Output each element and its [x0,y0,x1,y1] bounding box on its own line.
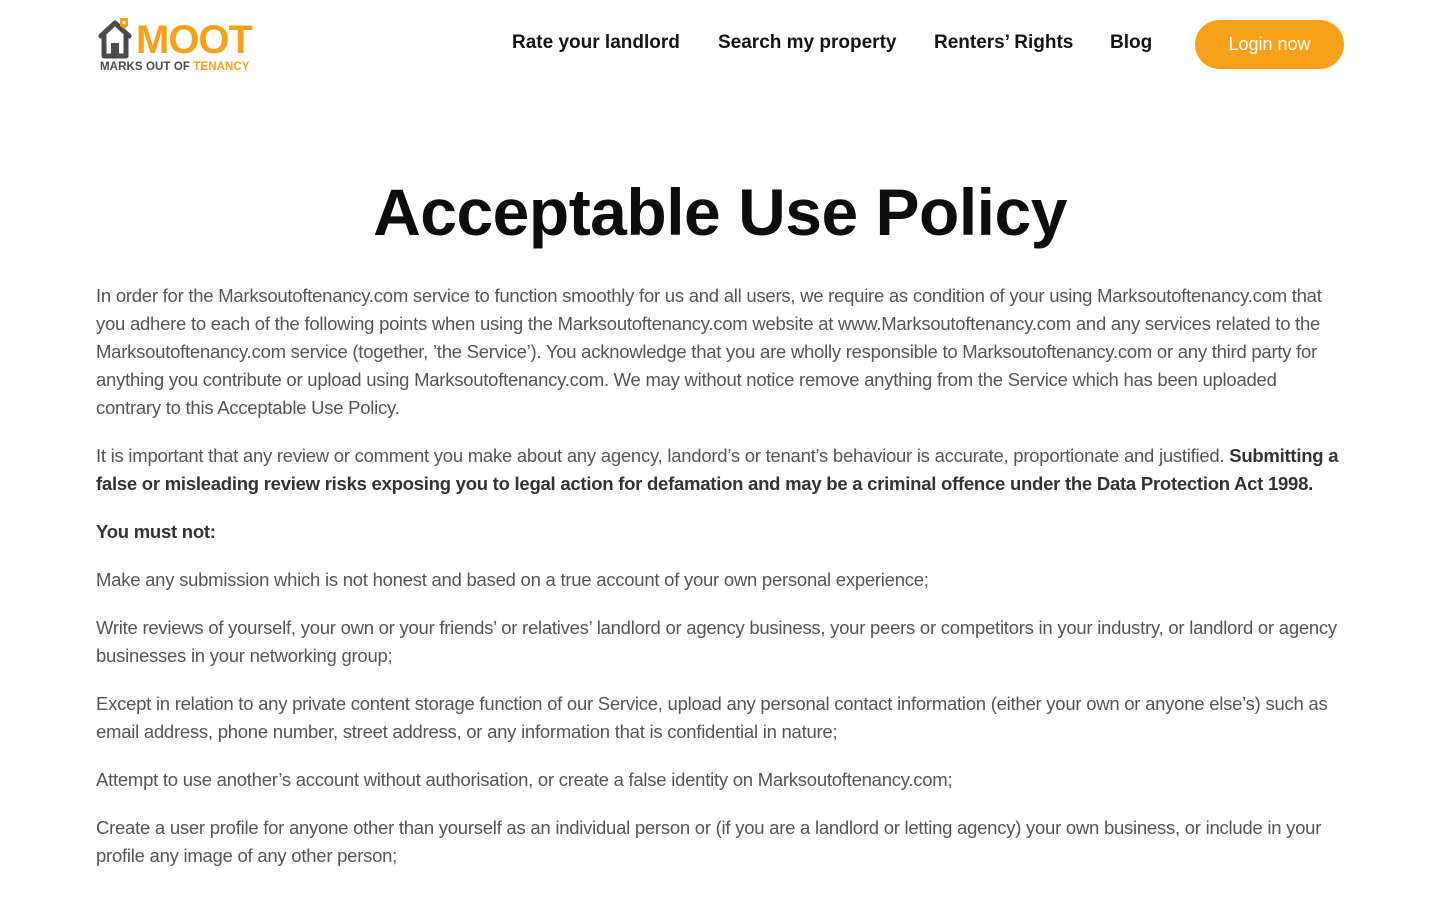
intro-paragraph: In order for the Marksoutoftenancy.com service to function smoothly for us and all users, we require as condition of your using Marksoutoftenancy.com that you adhere to each of the following points when using the Marksoutoftenancy.com website at www.Marksoutoftenancy.com and any services related to the Marksoutoftenancy.com service (together, ’the Service’). You acknowledge that you are wholly responsible to Marksoutoftenancy.com or any third party for anything you contribute or upload using Marksoutoftenancy.com. We may without notice remove anything from the Service which has been uploaded contrary to this Acceptable Use Policy. [96,285,1322,418]
rule-item: Except in relation to any private content storage function of our Service, upload any personal contact information (either your own or anyone else’s) such as email address, phone number, street address, or any information that is confidential in nature; [96,693,1328,742]
login-button[interactable]: Login now [1195,20,1344,69]
policy-body [96,282,1342,890]
rule-item: Create a user profile for anyone other than yourself as an individual person or (if you are a landlord or letting agency) your own business, or include in your profile any image of any other person; [96,817,1322,866]
moot-logo[interactable] [98,16,278,76]
accuracy-paragraph [96,442,1342,498]
must-not-heading-text: You must not: [96,521,216,542]
rule-item: Write reviews of yourself, your own or your friends’ or relatives’ landlord or agency business, your peers or competitors in your industry, or landlord or agency businesses in your networking group; [96,617,1337,666]
rule-item: Attempt to use another’s account without authorisation, or create a false identity on Marksoutoftenancy.com; [96,769,953,790]
logo-wordmark: MOOT [136,18,252,62]
page-title: Acceptable Use Policy [373,175,1067,249]
must-not-heading [96,518,1342,546]
nav-rate-your-landlord[interactable]: Rate your landlord [512,32,680,53]
house-icon [98,16,138,60]
nav-search-my-property[interactable]: Search my property [718,32,897,53]
accuracy-warning: Submitting a false or misleading review risks exposing you to legal action for defamation and may be a criminal offence under the Data Protection Act 1998. [96,445,1339,494]
logo-tagline [100,60,250,74]
logo-tagline-accent: TENANCY [193,61,250,73]
nav-blog[interactable]: Blog [1110,32,1153,53]
site-header [0,0,1440,90]
accuracy-text: It is important that any review or comment you make about any agency, landord’s or tenant’s behaviour is accurate, proportionate and justified. [96,445,1225,466]
rule-item: Make any submission which is not honest and based on a true account of your own personal experience; [96,569,929,590]
logo-tagline-start: MARKS OUT OF [100,61,194,73]
nav-renters-rights[interactable]: Renters’ Rights [934,32,1074,53]
